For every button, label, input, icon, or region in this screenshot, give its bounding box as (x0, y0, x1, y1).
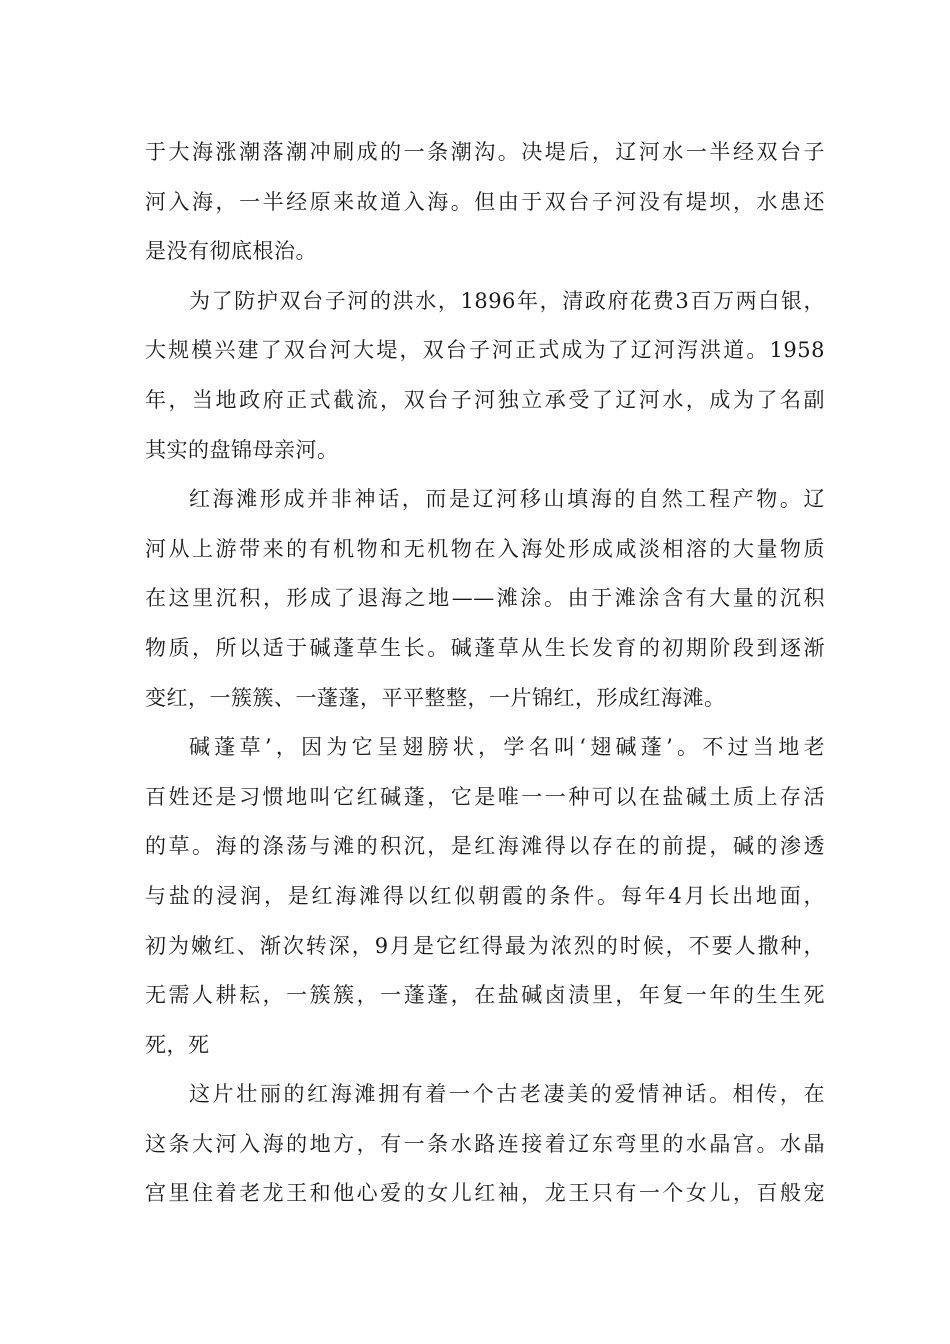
text-line: 其实的盘锦母亲河。 (145, 437, 339, 462)
text-line: 是没有彻底根治。 (145, 239, 317, 264)
text-line: 的草。海的涤荡与滩的积沉，是红海滩得以存在的前提，碱的渗透 (145, 834, 825, 859)
text-line: 在这里沉积，形成了退海之地——滩涂。由于滩涂含有大量的沉积 (145, 586, 825, 611)
text-line: 物质，所以适于碱蓬草生长。碱蓬草从生长发育的初期阶段到逐渐 (145, 635, 825, 660)
text-line: 为了防护双台子河的洪水，1896年，清政府花费3百万两白银， (189, 288, 825, 313)
text-line: 这条大河入海的地方，有一条水路连接着辽东弯里的水晶宫。水晶 (145, 1131, 825, 1156)
text-line: 宫里住着老龙王和他心爱的女儿红袖，龙王只有一个女儿，百般宠 (145, 1181, 825, 1206)
text-line: 死，死 (145, 1032, 210, 1057)
text-line: 大规模兴建了双台河大堤，双台子河正式成为了辽河泻洪道。1958 (145, 338, 825, 363)
text-line: 初为嫩红、渐次转深，9月是它红得最为浓烈的时候，不要人撒种， (145, 933, 825, 958)
text-line: 于大海涨潮落潮冲刷成的一条潮沟。决堤后，辽河水一半经双台子 (145, 140, 825, 164)
text-line: 河入海，一半经原来故道入海。但由于双台子河没有堤坝，水患还 (145, 189, 825, 214)
text-line: 这片壮丽的红海滩拥有着一个古老凄美的爱情神话。相传，在 (189, 1082, 825, 1107)
text-line: 与盐的浸润，是红海滩得以红似朝霞的条件。每年4月长出地面， (145, 883, 825, 908)
body-text (145, 128, 825, 1219)
text-line: 红海滩形成并非神话，而是辽河移山填海的自然工程产物。辽 (189, 487, 825, 512)
text-line: 碱蓬草’，因为它呈翅膀状，学名叫‘翅碱蓬’。不过当地老 (189, 735, 825, 760)
text-line: 河从上游带来的有机物和无机物在入海处形成咸淡相溶的大量物质 (145, 536, 825, 561)
text-line: 变红，一簇簇、一蓬蓬，平平整整，一片锦红，形成红海滩。 (145, 685, 726, 710)
text-line: 百姓还是习惯地叫它红碱蓬，它是唯一一种可以在盐碱土质上存活 (145, 784, 825, 809)
text-line: 年，当地政府正式截流，双台子河独立承受了辽河水，成为了名副 (145, 387, 825, 412)
text-line: 无需人耕耘，一簇簇，一蓬蓬，在盐碱卤渍里，年复一年的生生死 (145, 983, 825, 1008)
